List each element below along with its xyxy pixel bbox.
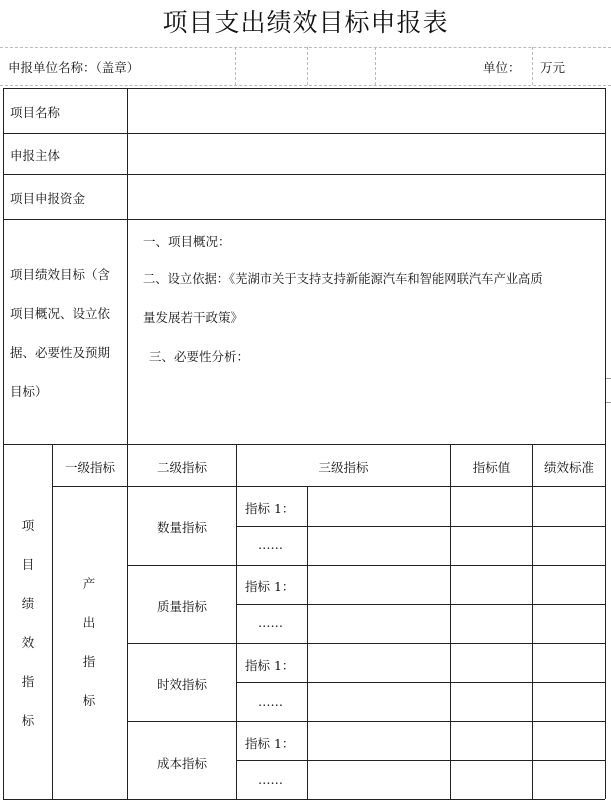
quality-indicator-label: 质量指标 — [156, 599, 207, 614]
edge-mark — [606, 402, 611, 403]
table-line — [52, 444, 53, 799]
level1-label-char: 标 — [82, 693, 96, 708]
quantity-indicator-label: 数量指标 — [156, 520, 207, 535]
level1-label-char: 指 — [82, 654, 96, 669]
section-label-char: 标 — [21, 713, 35, 728]
goal-content-field[interactable] — [128, 220, 604, 444]
table-border-bottom — [3, 799, 605, 800]
goal-label-line: 项目概况、设立依 — [10, 306, 111, 321]
funds-label: 项目申报资金 — [10, 191, 86, 206]
indicator-item: 指标 1： — [245, 736, 295, 751]
header-divider — [375, 47, 376, 85]
header-value: 指标值 — [472, 460, 511, 475]
project-name-field[interactable] — [128, 89, 604, 133]
goal-label-line: 目标） — [10, 384, 48, 399]
goal-basis-line1: 二、设立依据：《芜湖市关于支持支持新能源汽车和智能网联汽车产业高质 — [143, 272, 543, 286]
funds-field[interactable] — [128, 175, 604, 219]
table-border-right — [605, 88, 606, 799]
header-standard: 绩效标准 — [543, 460, 594, 475]
header-top-line — [0, 47, 611, 48]
goal-necessity: 三、必要性分析： — [149, 349, 250, 364]
section-label-char: 效 — [21, 635, 35, 650]
goal-overview: 一、项目概况： — [143, 234, 231, 249]
unit-name-label: 申报单位名称：（盖章） — [8, 60, 140, 75]
header-divider — [307, 47, 308, 85]
table-line — [127, 565, 605, 566]
indicator-item: 指标 1： — [245, 579, 295, 594]
table-line — [127, 643, 605, 644]
indicator-item: 指标 1： — [245, 501, 295, 516]
header-divider — [532, 47, 533, 85]
timeliness-indicator-label: 时效指标 — [156, 677, 207, 692]
section-label-char: 目 — [21, 557, 35, 572]
indicator-value-cell[interactable] — [451, 487, 532, 526]
project-name-label: 项目名称 — [10, 105, 61, 120]
indicator-ellipsis: …… — [258, 694, 283, 709]
applicant-field[interactable] — [128, 134, 604, 174]
unit-value: 万元 — [540, 60, 566, 75]
level1-label-char: 产 — [82, 576, 96, 591]
table-line — [307, 486, 308, 799]
table-line — [236, 760, 605, 761]
header-level2: 二级指标 — [156, 460, 207, 475]
unit-label: 单位： — [483, 60, 521, 75]
table-line — [236, 444, 237, 799]
table-line — [127, 721, 605, 722]
page-title: 项目支出绩效目标申报表 — [162, 8, 449, 37]
goal-label-line: 据、必要性及预期 — [10, 345, 111, 360]
edge-mark — [606, 378, 611, 379]
indicator-ellipsis: …… — [258, 537, 283, 552]
section-label-char: 绩 — [21, 596, 35, 611]
header-divider — [235, 47, 236, 85]
indicator-item: 指标 1： — [245, 658, 295, 673]
section-label-vertical — [18, 506, 38, 740]
performance-standard-cell[interactable] — [533, 487, 605, 526]
level1-label-char: 出 — [82, 615, 96, 630]
cost-indicator-label: 成本指标 — [156, 756, 207, 771]
table-line — [236, 604, 605, 605]
table-line — [3, 444, 605, 445]
indicator-ellipsis: …… — [258, 615, 283, 630]
goal-label-line: 项目绩效目标（含 — [10, 267, 111, 282]
section-label-char: 指 — [21, 674, 35, 689]
table-line — [127, 444, 128, 799]
header-level3: 三级指标 — [318, 460, 369, 475]
header-bottom-line — [0, 85, 611, 86]
output-indicator-vertical — [79, 564, 99, 720]
header-level1: 一级指标 — [64, 460, 115, 475]
goal-basis-line2: 量发展若干政策》 — [143, 310, 244, 325]
table-border-left — [3, 88, 4, 799]
indicator-content-cell[interactable] — [308, 487, 450, 526]
indicator-ellipsis: …… — [258, 772, 283, 787]
section-label-char: 项 — [21, 518, 35, 533]
applicant-label: 申报主体 — [10, 148, 61, 163]
table-line — [236, 682, 605, 683]
table-line — [236, 526, 605, 527]
